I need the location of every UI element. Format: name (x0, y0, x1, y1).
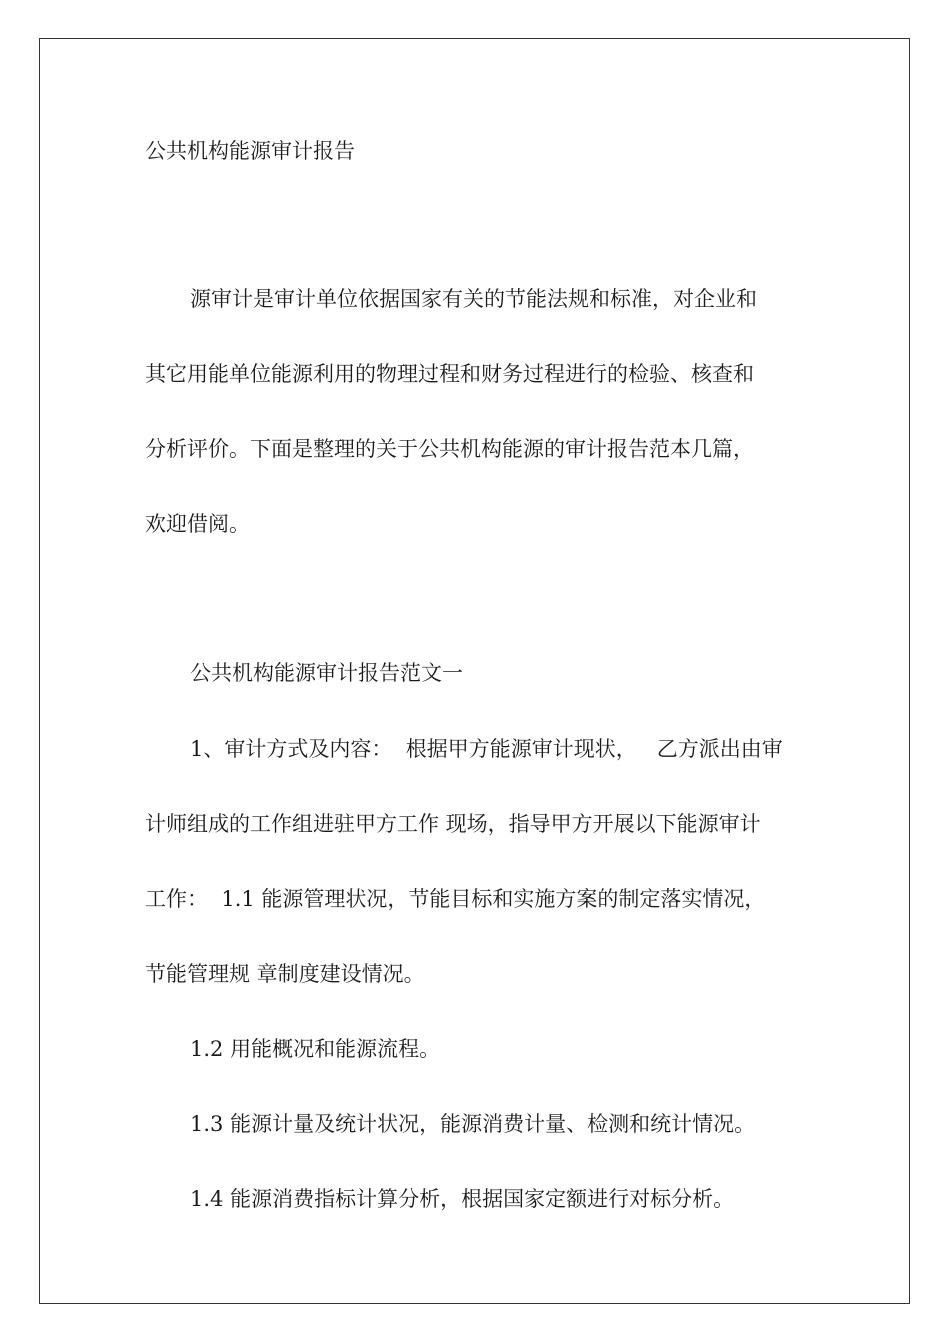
item-1-4: 1.4 能源消费指标计算分析，根据国家定额进行对标分析。 (190, 1187, 735, 1211)
intro-line-2: 其它用能单位能源利用的物理过程和财务过程进行的检验、核查和 (145, 362, 754, 386)
document-title: 公共机构能源审计报告 (145, 139, 355, 163)
item1-line-1: 1、审计方式及内容： 根据甲方能源审计现状， 乙方派出由审 (190, 737, 783, 761)
item1-line-4: 节能管理规 章制度建设情况。 (145, 962, 425, 986)
intro-line-1: 源审计是审计单位依据国家有关的节能法规和标准，对企业和 (190, 287, 757, 311)
item-1-2: 1.2 用能概况和能源流程。 (190, 1037, 441, 1061)
intro-line-3: 分析评价。下面是整理的关于公共机构能源的审计报告范本几篇， (145, 437, 754, 461)
item1-line-2: 计师组成的工作组进驻甲方工作 现场，指导甲方开展以下能源审计 (145, 812, 761, 836)
section-heading: 公共机构能源审计报告范文一 (190, 661, 463, 685)
item-1-3: 1.3 能源计量及统计状况，能源消费计量、检测和统计情况。 (190, 1112, 756, 1136)
item1-line-3: 工作： 1.1 能源管理状况，节能目标和实施方案的制定落实情况， (145, 887, 766, 911)
intro-line-4: 欢迎借阅。 (145, 512, 250, 536)
